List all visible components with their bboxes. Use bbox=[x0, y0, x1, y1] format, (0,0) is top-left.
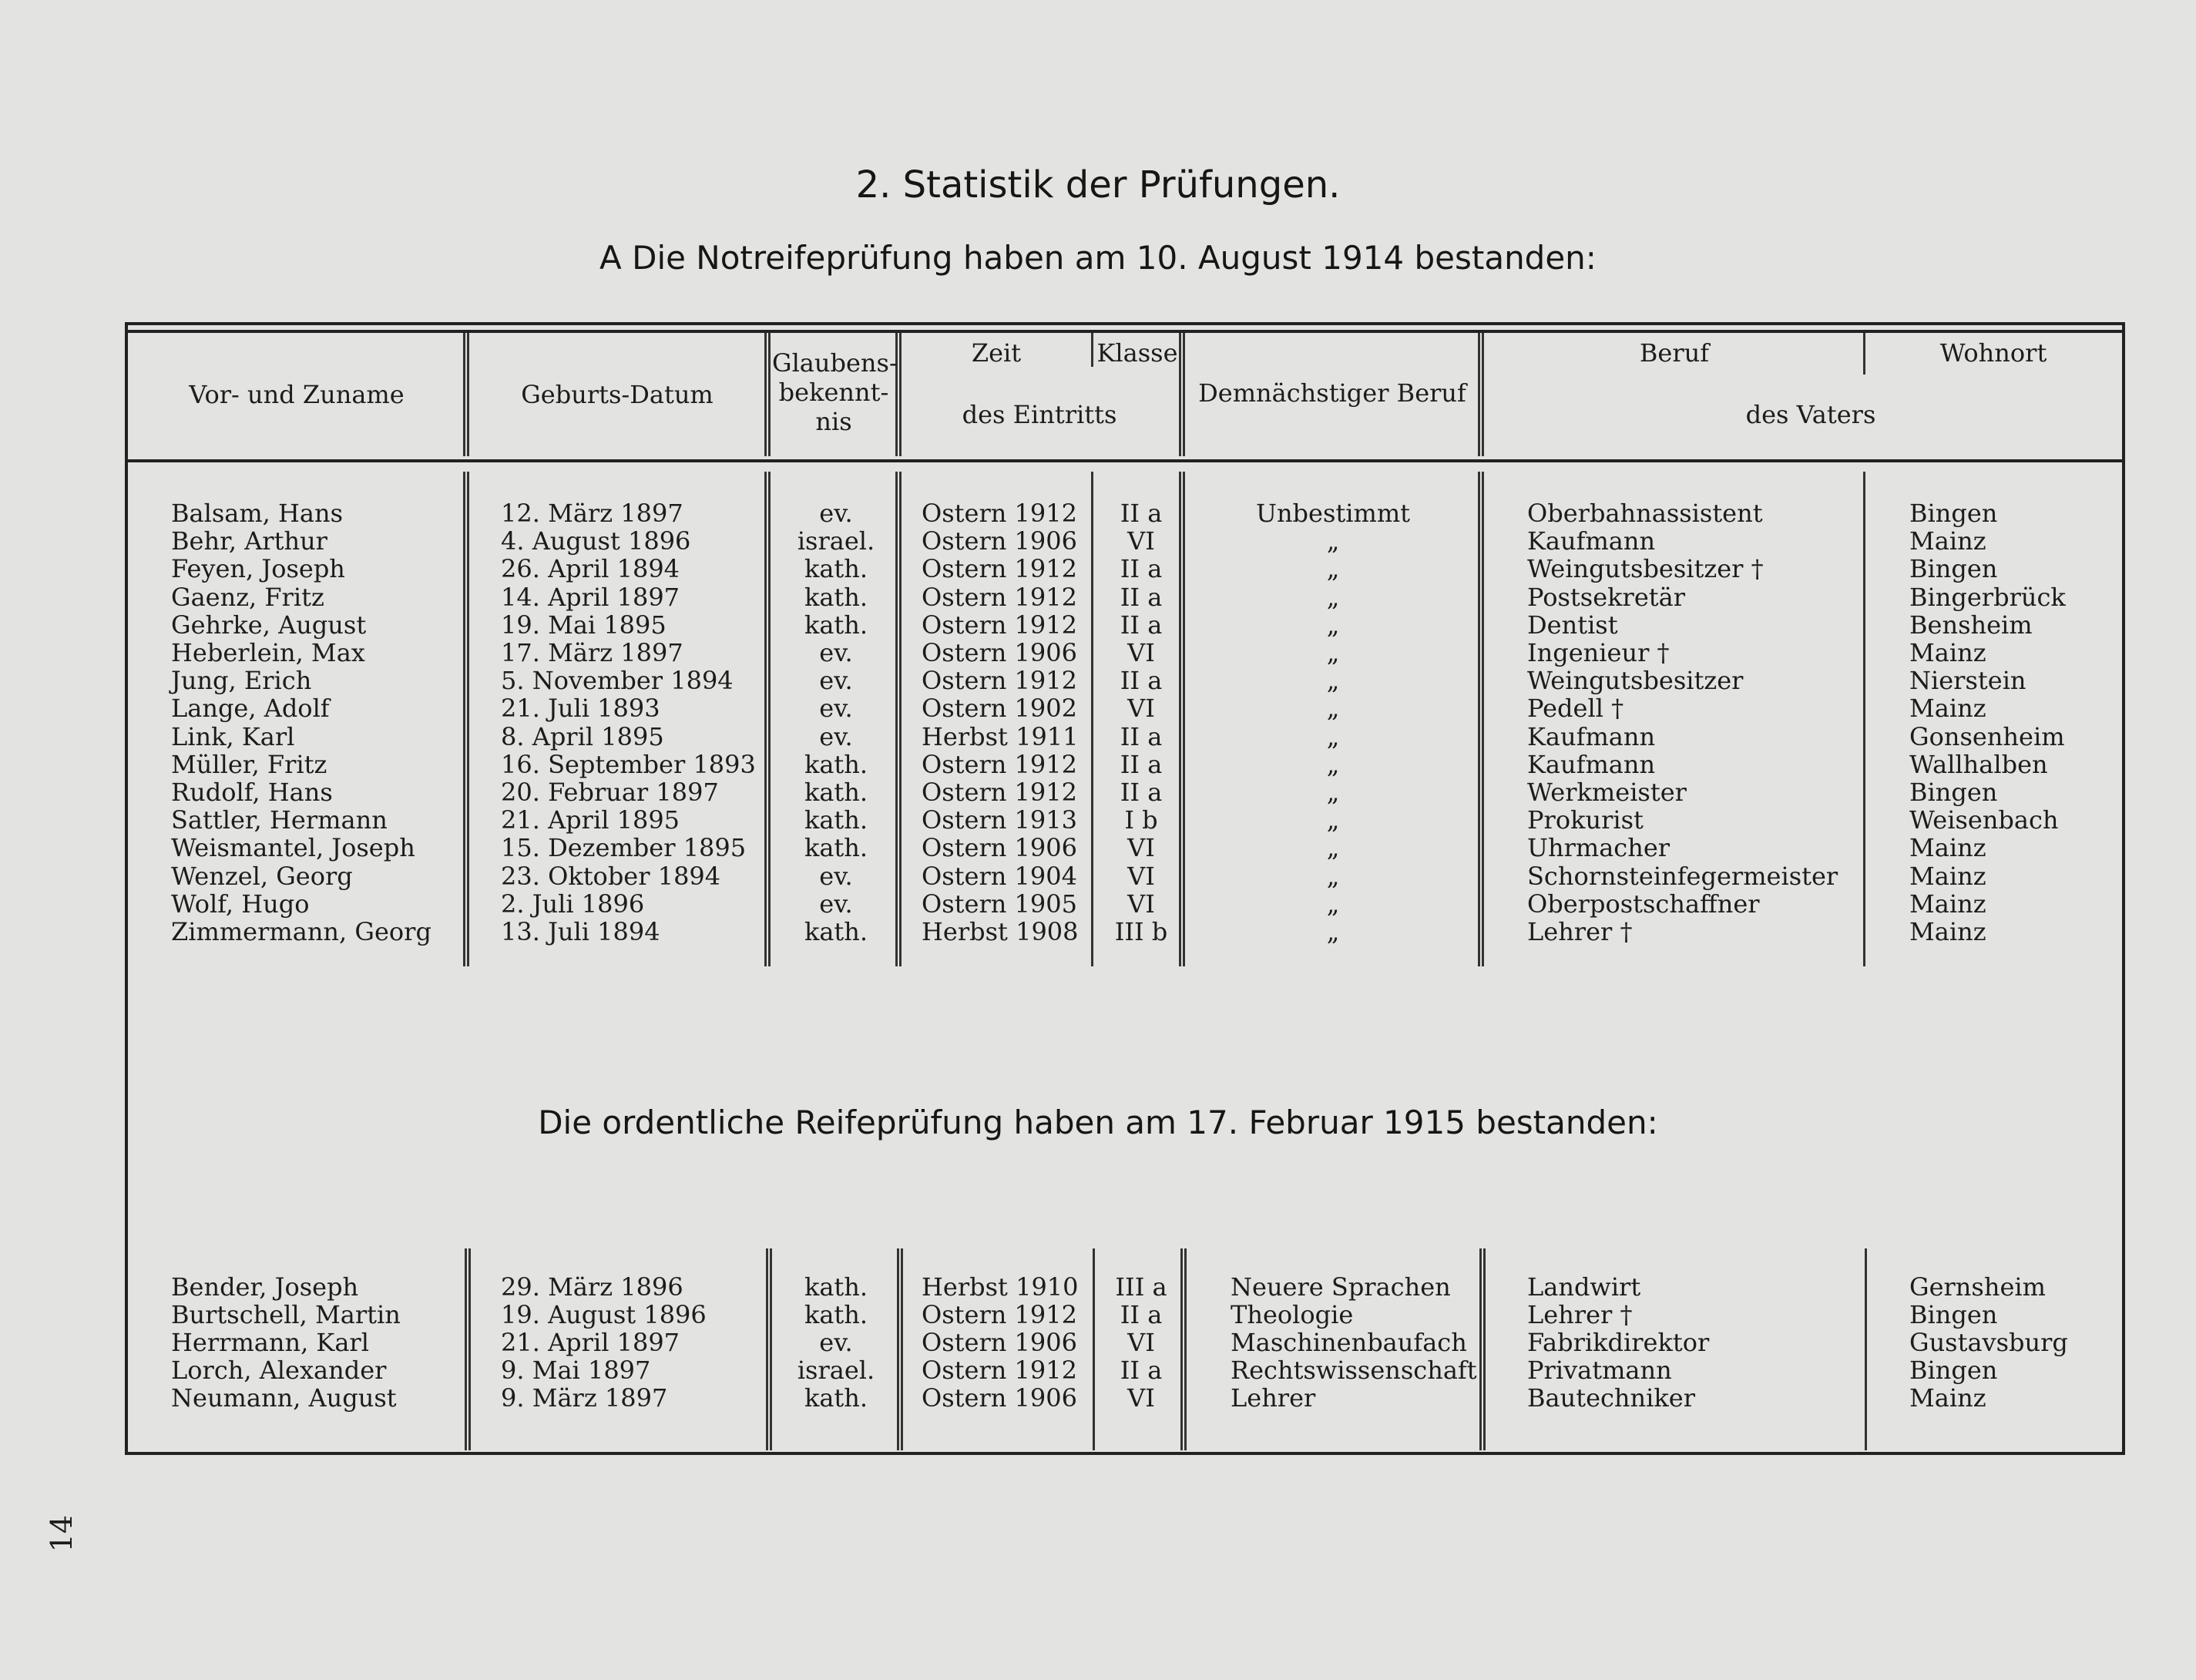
cell-religion: ev. bbox=[819, 861, 853, 891]
cell-entry: Ostern 1912 bbox=[922, 1300, 1077, 1329]
cell-entry: Ostern 1906 bbox=[922, 1383, 1077, 1413]
cell-name: Weismantel, Joseph bbox=[171, 833, 415, 863]
cell-birth: 12. März 1897 bbox=[501, 499, 683, 528]
cell-entry: Ostern 1904 bbox=[922, 861, 1077, 891]
cell-religion: ev. bbox=[819, 694, 853, 724]
cell-class: II a bbox=[1120, 1300, 1163, 1329]
cell-birth: 8. April 1895 bbox=[501, 721, 664, 751]
cell-future: „ bbox=[1326, 666, 1340, 696]
table-top-rule bbox=[125, 330, 2125, 333]
cell-father-job: Privatmann bbox=[1527, 1356, 1672, 1385]
cell-residence: Bingen bbox=[1909, 1300, 1998, 1329]
cell-entry: Herbst 1911 bbox=[922, 721, 1079, 751]
header-birth: Geburts-Datum bbox=[521, 380, 714, 409]
cell-father-job: Postsekretär bbox=[1527, 582, 1685, 612]
cell-entry: Ostern 1912 bbox=[922, 554, 1077, 584]
cell-residence: Mainz bbox=[1909, 889, 1986, 919]
cell-name: Heberlein, Max bbox=[171, 638, 365, 667]
header-klasse: Klasse bbox=[1096, 338, 1178, 368]
header-name: Vor- und Zuname bbox=[189, 380, 405, 409]
cell-entry: Ostern 1912 bbox=[922, 582, 1077, 612]
cell-religion: kath. bbox=[804, 554, 868, 584]
cell-residence: Mainz bbox=[1909, 694, 1986, 724]
cell-residence: Bingen bbox=[1909, 1356, 1998, 1385]
cell-birth: 16. September 1893 bbox=[501, 749, 756, 779]
cell-future: „ bbox=[1326, 805, 1340, 835]
cell-birth: 15. Dezember 1895 bbox=[501, 833, 747, 863]
cell-religion: kath. bbox=[804, 749, 868, 779]
cell-class: II a bbox=[1120, 778, 1163, 807]
cell-name: Wenzel, Georg bbox=[171, 861, 353, 891]
cell-future: „ bbox=[1326, 833, 1340, 863]
cell-father-job: Kaufmann bbox=[1527, 526, 1656, 556]
cell-class: VI bbox=[1127, 1328, 1155, 1357]
cell-name: Zimmermann, Georg bbox=[171, 917, 431, 946]
table-row bbox=[0, 611, 2196, 639]
cell-residence: Bensheim bbox=[1909, 610, 2033, 640]
cell-entry: Ostern 1912 bbox=[922, 778, 1077, 807]
cell-name: Gehrke, August bbox=[171, 610, 367, 640]
cell-birth: 21. Juli 1893 bbox=[501, 694, 660, 724]
table-row bbox=[0, 667, 2196, 694]
cell-religion: kath. bbox=[804, 917, 868, 946]
cell-class: VI bbox=[1127, 694, 1155, 724]
cell-birth: 9. Mai 1897 bbox=[501, 1356, 651, 1385]
cell-name: Lorch, Alexander bbox=[171, 1356, 387, 1385]
header-wohnort: Wohnort bbox=[1939, 338, 2047, 368]
cell-future: „ bbox=[1326, 721, 1340, 751]
cell-religion: ev. bbox=[819, 666, 853, 696]
cell-religion: kath. bbox=[804, 582, 868, 612]
cell-class: VI bbox=[1127, 833, 1155, 863]
cell-name: Feyen, Joseph bbox=[171, 554, 345, 584]
cell-entry: Ostern 1912 bbox=[922, 666, 1077, 696]
cell-name: Müller, Fritz bbox=[171, 749, 327, 779]
cell-father-job: Fabrikdirektor bbox=[1527, 1328, 1710, 1357]
cell-name: Jung, Erich bbox=[171, 666, 312, 696]
cell-birth: 19. Mai 1895 bbox=[501, 610, 667, 640]
cell-future: „ bbox=[1326, 694, 1340, 724]
cell-future: „ bbox=[1326, 610, 1340, 640]
table-row bbox=[0, 583, 2196, 611]
cell-religion: kath. bbox=[804, 778, 868, 807]
cell-religion: kath. bbox=[804, 805, 868, 835]
table-row bbox=[0, 751, 2196, 778]
cell-entry: Ostern 1902 bbox=[922, 694, 1077, 724]
cell-class: III b bbox=[1114, 917, 1168, 946]
cell-class: II a bbox=[1120, 554, 1163, 584]
table-row bbox=[0, 1301, 2196, 1329]
cell-name: Bender, Joseph bbox=[171, 1272, 359, 1302]
cell-religion: kath. bbox=[804, 610, 868, 640]
cell-class: II a bbox=[1120, 1356, 1163, 1385]
cell-religion: israel. bbox=[797, 1356, 875, 1385]
subtitle-notreife: A Die Notreifeprüfung haben am 10. August 1914 bestanden: bbox=[599, 239, 1597, 277]
cell-birth: 9. März 1897 bbox=[501, 1383, 668, 1413]
cell-name: Link, Karl bbox=[171, 721, 295, 751]
cell-future: Rechtswissenschaft bbox=[1231, 1356, 1477, 1385]
cell-father-job: Ingenieur † bbox=[1527, 638, 1670, 667]
subtitle-ordentliche: Die ordentliche Reifeprüfung haben am 17. Februar 1915 bestanden: bbox=[538, 1104, 1658, 1141]
cell-entry: Ostern 1912 bbox=[922, 749, 1077, 779]
cell-father-job: Kaufmann bbox=[1527, 721, 1656, 751]
cell-entry: Ostern 1905 bbox=[922, 889, 1077, 919]
table-row bbox=[0, 1384, 2196, 1412]
table-row bbox=[0, 499, 2196, 527]
cell-religion: kath. bbox=[804, 833, 868, 863]
header-rule bbox=[125, 459, 2125, 462]
cell-birth: 26. April 1894 bbox=[501, 554, 680, 584]
cell-name: Gaenz, Fritz bbox=[171, 582, 324, 612]
cell-future: „ bbox=[1326, 917, 1340, 946]
cell-class: II a bbox=[1120, 749, 1163, 779]
cell-name: Herrmann, Karl bbox=[171, 1328, 369, 1357]
cell-father-job: Oberbahnassistent bbox=[1527, 499, 1763, 528]
cell-birth: 13. Juli 1894 bbox=[501, 917, 660, 946]
cell-birth: 2. Juli 1896 bbox=[501, 889, 645, 919]
cell-future: Theologie bbox=[1231, 1300, 1354, 1329]
cell-birth: 20. Februar 1897 bbox=[501, 778, 719, 807]
cell-class: II a bbox=[1120, 721, 1163, 751]
cell-entry: Ostern 1913 bbox=[922, 805, 1077, 835]
col-sep-header-6 bbox=[1478, 333, 1484, 456]
cell-entry: Herbst 1910 bbox=[922, 1272, 1079, 1302]
cell-religion: ev. bbox=[819, 721, 853, 751]
table-row bbox=[0, 694, 2196, 722]
cell-future: „ bbox=[1326, 778, 1340, 807]
cell-residence: Gonsenheim bbox=[1909, 721, 2065, 751]
cell-future: „ bbox=[1326, 554, 1340, 584]
cell-class: III a bbox=[1115, 1272, 1167, 1302]
cell-birth: 4. August 1896 bbox=[501, 526, 691, 556]
cell-residence: Bingen bbox=[1909, 499, 1998, 528]
cell-father-job: Bautechniker bbox=[1527, 1383, 1695, 1413]
cell-religion: ev. bbox=[819, 1328, 853, 1357]
table-row bbox=[0, 1273, 2196, 1301]
cell-residence: Gernsheim bbox=[1909, 1272, 2046, 1302]
cell-birth: 21. April 1895 bbox=[501, 805, 680, 835]
cell-religion: kath. bbox=[804, 1272, 868, 1302]
cell-father-job: Schornsteinfegermeister bbox=[1527, 861, 1838, 891]
cell-name: Rudolf, Hans bbox=[171, 778, 333, 807]
table-row bbox=[0, 778, 2196, 806]
cell-entry: Ostern 1906 bbox=[922, 638, 1077, 667]
cell-residence: Bingerbrück bbox=[1909, 582, 2066, 612]
cell-father-job: Weingutsbesitzer † bbox=[1527, 554, 1764, 584]
cell-class: VI bbox=[1127, 1383, 1155, 1413]
cell-residence: Mainz bbox=[1909, 526, 1986, 556]
cell-residence: Wallhalben bbox=[1909, 749, 2048, 779]
cell-future: Maschinenbaufach bbox=[1231, 1328, 1467, 1357]
table-row bbox=[0, 806, 2196, 834]
cell-name: Lange, Adolf bbox=[171, 694, 330, 724]
table-row bbox=[0, 639, 2196, 667]
cell-future: „ bbox=[1326, 638, 1340, 667]
cell-father-job: Landwirt bbox=[1527, 1272, 1641, 1302]
cell-future: Lehrer bbox=[1231, 1383, 1316, 1413]
header-vater: des Vaters bbox=[1745, 400, 1876, 429]
table-row bbox=[0, 862, 2196, 890]
cell-father-job: Oberpostschaffner bbox=[1527, 889, 1760, 919]
col-sep-header-2 bbox=[764, 333, 771, 456]
cell-residence: Bingen bbox=[1909, 778, 1998, 807]
page-title: 2. Statistik der Prüfungen. bbox=[855, 163, 1341, 207]
table-row bbox=[0, 555, 2196, 583]
cell-birth: 5. November 1894 bbox=[501, 666, 734, 696]
cell-father-job: Pedell † bbox=[1527, 694, 1624, 724]
cell-name: Sattler, Hermann bbox=[171, 805, 388, 835]
cell-father-job: Lehrer † bbox=[1527, 917, 1633, 946]
col-sep-header-7 bbox=[1863, 333, 1865, 375]
cell-birth: 21. April 1897 bbox=[501, 1328, 680, 1357]
cell-entry: Ostern 1906 bbox=[922, 1328, 1077, 1357]
cell-future: „ bbox=[1326, 749, 1340, 779]
cell-religion: kath. bbox=[804, 1300, 868, 1329]
cell-entry: Herbst 1908 bbox=[922, 917, 1079, 946]
cell-birth: 14. April 1897 bbox=[501, 582, 680, 612]
cell-future: Unbestimmt bbox=[1255, 499, 1411, 528]
cell-class: II a bbox=[1120, 666, 1163, 696]
cell-class: VI bbox=[1127, 638, 1155, 667]
cell-religion: israel. bbox=[797, 526, 875, 556]
cell-residence: Mainz bbox=[1909, 861, 1986, 891]
cell-class: I b bbox=[1124, 805, 1158, 835]
cell-birth: 17. März 1897 bbox=[501, 638, 683, 667]
cell-future: „ bbox=[1326, 526, 1340, 556]
cell-class: VI bbox=[1127, 861, 1155, 891]
cell-father-job: Weingutsbesitzer bbox=[1527, 666, 1744, 696]
cell-future: „ bbox=[1326, 861, 1340, 891]
cell-entry: Ostern 1906 bbox=[922, 526, 1077, 556]
cell-future: „ bbox=[1326, 582, 1340, 612]
cell-birth: 29. März 1896 bbox=[501, 1272, 683, 1302]
cell-class: II a bbox=[1120, 582, 1163, 612]
page-number: 14 bbox=[45, 1514, 79, 1553]
header-eintritt: des Eintritts bbox=[962, 400, 1117, 429]
cell-entry: Ostern 1906 bbox=[922, 833, 1077, 863]
table-row bbox=[0, 834, 2196, 862]
cell-class: II a bbox=[1120, 610, 1163, 640]
cell-future: „ bbox=[1326, 889, 1340, 919]
cell-residence: Mainz bbox=[1909, 917, 1986, 946]
cell-father-job: Werkmeister bbox=[1527, 778, 1687, 807]
cell-residence: Nierstein bbox=[1909, 666, 2026, 696]
cell-religion: ev. bbox=[819, 638, 853, 667]
header-religion: Glaubens- bekennt- nis bbox=[772, 348, 898, 436]
cell-future: Neuere Sprachen bbox=[1231, 1272, 1451, 1302]
cell-religion: ev. bbox=[819, 889, 853, 919]
cell-religion: kath. bbox=[804, 1383, 868, 1413]
cell-residence: Weisenbach bbox=[1909, 805, 2059, 835]
col-sep-header-1 bbox=[463, 333, 469, 456]
table-row bbox=[0, 723, 2196, 751]
cell-father-job: Dentist bbox=[1527, 610, 1618, 640]
cell-birth: 19. August 1896 bbox=[501, 1300, 707, 1329]
header-future: Demnächstiger Beruf bbox=[1198, 378, 1466, 408]
cell-entry: Ostern 1912 bbox=[922, 610, 1077, 640]
cell-entry: Ostern 1912 bbox=[922, 499, 1077, 528]
cell-birth: 23. Oktober 1894 bbox=[501, 861, 721, 891]
table-row bbox=[0, 1329, 2196, 1356]
cell-residence: Mainz bbox=[1909, 833, 1986, 863]
cell-class: VI bbox=[1127, 526, 1155, 556]
cell-father-job: Uhrmacher bbox=[1527, 833, 1671, 863]
table-row bbox=[0, 527, 2196, 555]
table-row bbox=[0, 1356, 2196, 1384]
table-row bbox=[0, 918, 2196, 946]
cell-residence: Mainz bbox=[1909, 1383, 1986, 1413]
col-sep-header-4 bbox=[1091, 333, 1093, 367]
cell-religion: ev. bbox=[819, 499, 853, 528]
header-beruf: Beruf bbox=[1639, 338, 1710, 368]
cell-name: Wolf, Hugo bbox=[171, 889, 310, 919]
cell-name: Neumann, August bbox=[171, 1383, 397, 1413]
table-row bbox=[0, 890, 2196, 918]
header-zeit: Zeit bbox=[971, 338, 1022, 368]
cell-class: VI bbox=[1127, 889, 1155, 919]
cell-residence: Gustavsburg bbox=[1909, 1328, 2068, 1357]
cell-residence: Bingen bbox=[1909, 554, 1998, 584]
cell-name: Behr, Arthur bbox=[171, 526, 327, 556]
cell-father-job: Kaufmann bbox=[1527, 749, 1656, 779]
cell-name: Burtschell, Martin bbox=[171, 1300, 401, 1329]
cell-name: Balsam, Hans bbox=[171, 499, 344, 528]
cell-class: II a bbox=[1120, 499, 1163, 528]
cell-residence: Mainz bbox=[1909, 638, 1986, 667]
cell-father-job: Lehrer † bbox=[1527, 1300, 1633, 1329]
cell-father-job: Prokurist bbox=[1527, 805, 1644, 835]
cell-entry: Ostern 1912 bbox=[922, 1356, 1077, 1385]
